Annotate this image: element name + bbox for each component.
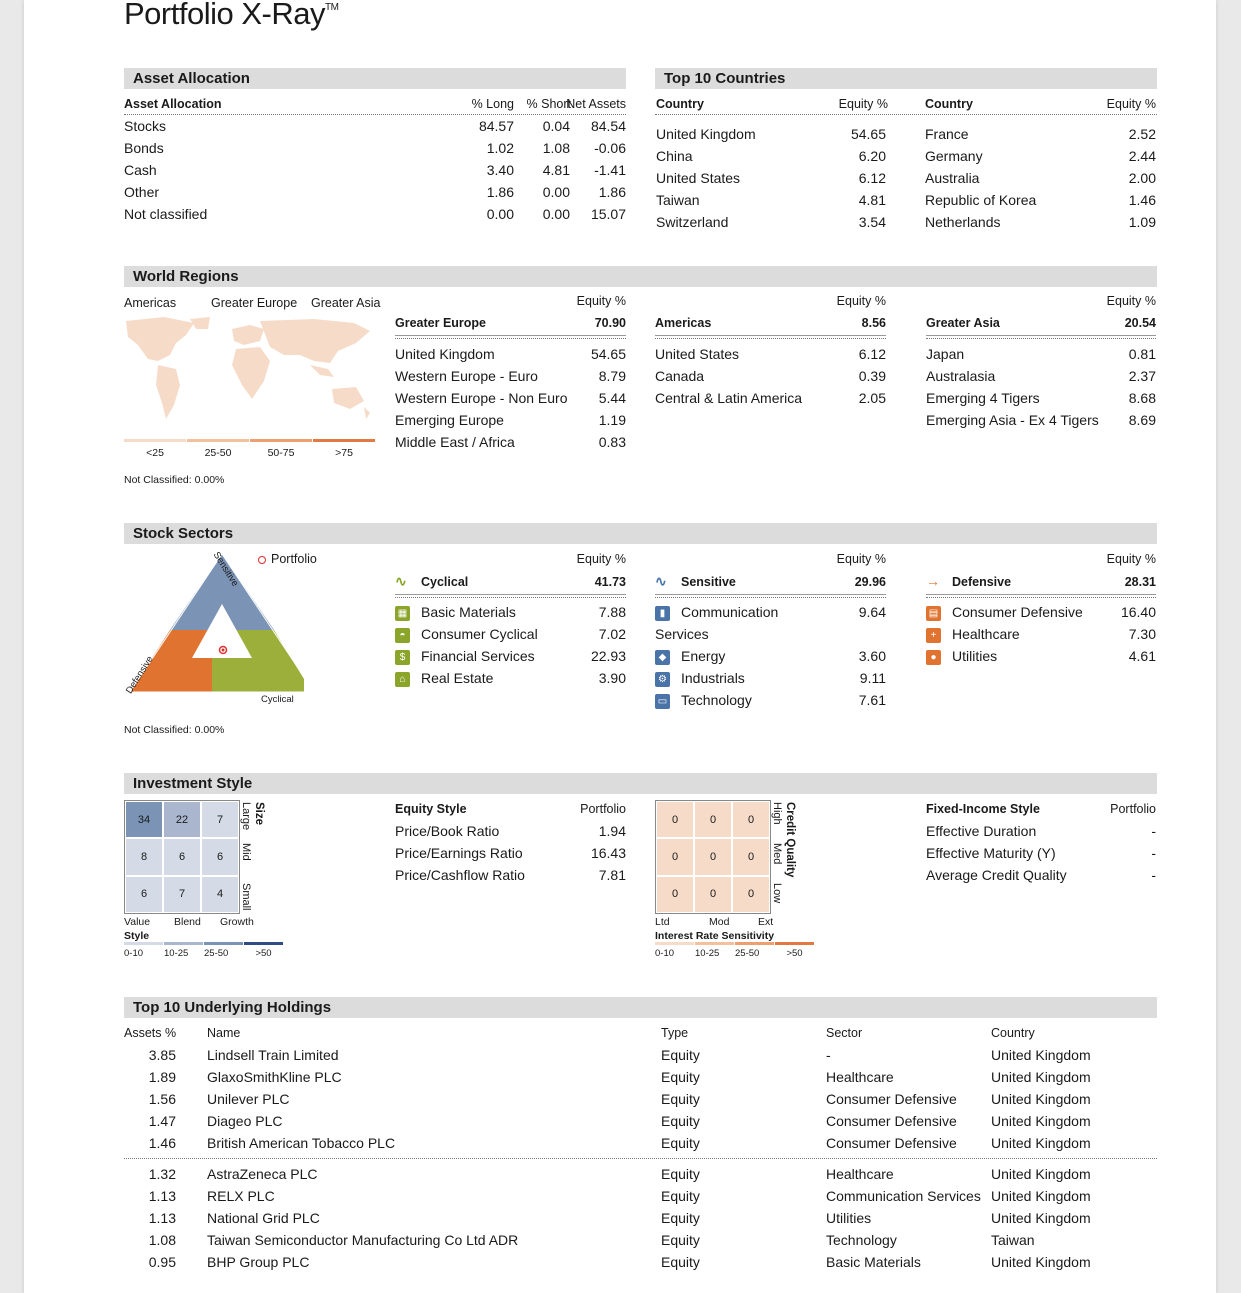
sector-name: Consumer Cyclical: [421, 626, 538, 642]
holding-assets: 0.95: [148, 1254, 176, 1270]
holding-name: National Grid PLC: [207, 1210, 320, 1226]
equity-col-label: Equity %: [1106, 294, 1156, 308]
region-name: Emerging 4 Tigers: [926, 390, 1040, 406]
holding-country: United Kingdom: [991, 1113, 1091, 1129]
sector-value: 7.30: [1128, 626, 1156, 642]
holding-sector: Healthcare: [826, 1166, 894, 1182]
holding-country: United Kingdom: [991, 1188, 1091, 1204]
industrials-icon: ⚙: [655, 672, 670, 687]
map-label-asia: Greater Asia: [311, 296, 381, 310]
legend-swatch: [775, 942, 814, 945]
holding-country: United Kingdom: [991, 1091, 1091, 1107]
holding-type: Equity: [661, 1091, 700, 1107]
investment-style-header: Investment Style: [124, 773, 1157, 794]
region-name: United Kingdom: [395, 346, 495, 362]
asset-allocation-col-label: Asset Allocation: [124, 97, 222, 111]
sector-name: Energy: [681, 648, 726, 664]
sector-name: Communication: [681, 604, 779, 620]
legend-label: 10-25: [164, 948, 189, 959]
sector-triangle: [124, 548, 304, 708]
region-group-name: Greater Europe: [395, 316, 487, 330]
long-value: 84.57: [478, 118, 514, 134]
sensitivity-axis-label: Interest Rate Sensitivity: [655, 930, 775, 942]
style-box-cell: 0: [732, 876, 770, 913]
country-equity: 1.09: [1128, 214, 1156, 230]
legend-swatch: [695, 942, 734, 945]
style-metric-value: -: [1151, 867, 1156, 883]
asset-allocation-header: Asset Allocation: [124, 68, 626, 89]
legend-swatch: [735, 942, 774, 945]
style-metric-name: Price/Book Ratio: [395, 823, 500, 839]
net-value: 84.54: [590, 118, 626, 134]
region-value: 1.19: [598, 412, 626, 428]
world-map-landmass: [126, 317, 370, 419]
equity-col-label: Equity %: [1106, 552, 1156, 566]
col-country: Country: [991, 1026, 1035, 1040]
holding-name: AstraZeneca PLC: [207, 1166, 318, 1182]
holding-country: United Kingdom: [991, 1166, 1091, 1182]
regions-not-classified: Not Classified: 0.00%: [124, 474, 225, 486]
divider: [655, 114, 1157, 115]
region-name: United States: [655, 346, 740, 362]
region-value: 2.05: [858, 390, 886, 406]
long-value: 0.00: [486, 206, 514, 222]
legend-label: <25: [146, 447, 164, 459]
sector-value: 3.60: [858, 648, 886, 664]
sector-group-name: Defensive: [952, 575, 1012, 589]
holding-type: Equity: [661, 1166, 700, 1182]
short-value: 0.00: [542, 206, 570, 222]
quality-high: High: [771, 802, 783, 825]
country-equity: 1.46: [1128, 192, 1156, 208]
style-box-cell: 7: [201, 801, 239, 838]
holding-sector: Consumer Defensive: [826, 1113, 957, 1129]
holding-assets: 1.32: [148, 1166, 176, 1182]
equity-style-col: Portfolio: [580, 802, 626, 816]
holding-country: United Kingdom: [991, 1069, 1091, 1085]
country-name: United States: [656, 170, 741, 186]
sector-value: 22.93: [590, 648, 626, 664]
sector-value: 7.61: [858, 692, 886, 708]
holding-type: Equity: [661, 1210, 700, 1226]
credit-quality-label: Credit Quality: [784, 802, 796, 878]
style-box-cell: 6: [125, 876, 163, 913]
sector-group-total: 28.31: [1124, 575, 1156, 589]
country-equity: 4.81: [858, 192, 886, 208]
col-short: % Short: [526, 97, 571, 111]
long-value: 3.40: [486, 162, 514, 178]
style-metric-value: 16.43: [590, 845, 626, 861]
holding-assets: 1.08: [148, 1232, 176, 1248]
col-assets: Assets %: [124, 1026, 177, 1040]
region-value: 6.12: [858, 346, 886, 362]
country-col-right: Country: [925, 97, 973, 111]
divider: [926, 335, 1156, 336]
healthcare-icon: +: [926, 628, 941, 643]
country-name: Netherlands: [925, 214, 1001, 230]
region-value: 2.37: [1128, 368, 1156, 384]
top-countries-header: Top 10 Countries: [655, 68, 1157, 89]
holding-country: Taiwan: [991, 1232, 1035, 1248]
holding-sector: Consumer Defensive: [826, 1135, 957, 1151]
short-value: 4.81: [542, 162, 570, 178]
asset-class-label: Not classified: [124, 206, 208, 222]
holding-sector: Communication Services: [826, 1188, 981, 1204]
style-box-cell: 0: [694, 876, 732, 913]
country-col-left: Country: [656, 97, 704, 111]
country-equity: 2.00: [1128, 170, 1156, 186]
holding-assets: 1.47: [148, 1113, 176, 1129]
trademark-mark: TM: [324, 2, 339, 13]
region-group-name: Greater Asia: [926, 316, 1000, 330]
communication-icon: ▮: [655, 606, 670, 621]
size-mid: Mid: [240, 843, 252, 861]
asset-class-label: Other: [124, 184, 160, 200]
holding-sector: Utilities: [826, 1210, 872, 1226]
cyclical-icon: ∿: [395, 573, 407, 589]
holding-sector: Technology: [826, 1232, 897, 1248]
divider: [655, 594, 886, 595]
legend-swatch: [204, 942, 243, 945]
page-title: Portfolio X-Ray™: [124, 0, 339, 31]
country-name: China: [656, 148, 693, 164]
divider: [395, 597, 626, 598]
long-value: 1.02: [486, 140, 514, 156]
sector-value: 7.88: [598, 604, 626, 620]
legend-swatch: [124, 942, 163, 945]
triangle-label-cyclical: Cyclical: [261, 694, 294, 705]
world-regions-header: World Regions: [124, 266, 1157, 287]
sector-name: Industrials: [681, 670, 745, 686]
holding-sector: Basic Materials: [826, 1254, 921, 1270]
style-box-cell: 0: [694, 838, 732, 875]
net-value: 1.86: [598, 184, 626, 200]
sector-group-name: Sensitive: [681, 575, 736, 589]
col-type: Type: [661, 1026, 689, 1040]
sensitive-icon: ∿: [655, 573, 667, 589]
holding-type: Equity: [661, 1047, 700, 1063]
style-box-cell: 22: [163, 801, 201, 838]
holding-sector: Healthcare: [826, 1069, 894, 1085]
holding-type: Equity: [661, 1188, 700, 1204]
legend-label: 25-50: [735, 948, 760, 959]
divider: [395, 338, 626, 339]
divider: [926, 597, 1156, 598]
style-box-cell: 0: [732, 838, 770, 875]
holding-country: United Kingdom: [991, 1254, 1091, 1270]
region-name: Canada: [655, 368, 705, 384]
divider: [926, 338, 1156, 339]
equity-col-label: Equity %: [836, 294, 886, 308]
asset-class-label: Cash: [124, 162, 157, 178]
region-value: 0.39: [858, 368, 886, 384]
net-value: -1.41: [594, 162, 626, 178]
sector-name: Utilities: [952, 648, 998, 664]
region-value: 0.81: [1128, 346, 1156, 362]
style-metric-name: Effective Maturity (Y): [926, 845, 1056, 861]
legend-swatch: [250, 439, 312, 442]
region-name: Emerging Asia - Ex 4 Tigers: [926, 412, 1099, 428]
sector-value: 7.02: [598, 626, 626, 642]
size-large: Large: [240, 802, 252, 831]
utilities-icon: ●: [926, 650, 941, 665]
sector-name: Consumer Defensive: [952, 604, 1083, 620]
col-name: Name: [207, 1026, 241, 1040]
style-metric-name: Average Credit Quality: [926, 867, 1067, 883]
country-name: Switzerland: [656, 214, 729, 230]
legend-swatch: [187, 439, 249, 442]
style-box-cell: 4: [201, 876, 239, 913]
fixed-style-col: Portfolio: [1110, 802, 1156, 816]
holding-name: Diageo PLC: [207, 1113, 283, 1129]
legend-swatch: [164, 942, 203, 945]
region-value: 0.83: [598, 434, 626, 450]
holding-name: GlaxoSmithKline PLC: [207, 1069, 342, 1085]
holding-type: Equity: [661, 1113, 700, 1129]
short-value: 1.08: [542, 140, 570, 156]
holding-assets: 1.89: [148, 1069, 176, 1085]
style-metric-value: -: [1151, 845, 1156, 861]
style-box-cell: 0: [656, 838, 694, 875]
sector-name: Basic Materials: [421, 604, 516, 620]
style-box-cell: 0: [694, 801, 732, 838]
style-box-cell: 8: [125, 838, 163, 875]
sector-value: 4.61: [1128, 648, 1156, 664]
col-long: % Long: [471, 97, 514, 111]
holding-type: Equity: [661, 1232, 700, 1248]
style-metric-value: 1.94: [598, 823, 626, 839]
divider: [655, 335, 886, 336]
size-axis-label: Size: [253, 802, 265, 826]
triangle-label-sensitive: Sensitive: [210, 550, 241, 589]
legend-swatch: [655, 942, 694, 945]
country-name: Republic of Korea: [925, 192, 1037, 208]
equity-col-label: Equity %: [576, 294, 626, 308]
holding-name: British American Tobacco PLC: [207, 1135, 396, 1151]
style-box-cell: 6: [201, 838, 239, 875]
holding-country: United Kingdom: [991, 1047, 1091, 1063]
sector-value: 9.11: [859, 670, 886, 686]
equity-col-right: Equity %: [1106, 97, 1156, 111]
country-equity: 6.12: [858, 170, 886, 186]
divider: [926, 594, 1156, 595]
region-name: Western Europe - Euro: [395, 368, 538, 384]
style-value: Value: [124, 916, 151, 928]
size-small: Small: [240, 883, 252, 911]
map-label-europe: Greater Europe: [211, 296, 298, 310]
portfolio-marker-dot: [222, 649, 225, 652]
divider: [124, 114, 626, 115]
holding-type: Equity: [661, 1135, 700, 1151]
style-box-cell: 34: [125, 801, 163, 838]
basic-materials-icon: ▦: [395, 606, 410, 621]
short-value: 0.00: [542, 184, 570, 200]
sector-group-total: 41.73: [594, 575, 626, 589]
triangle-legend: Portfolio: [258, 552, 317, 566]
sector-group-name: Cyclical: [421, 575, 469, 589]
legend-label: 0-10: [124, 948, 144, 959]
long-value: 1.86: [486, 184, 514, 200]
style-box-cell: 0: [656, 801, 694, 838]
sector-name-continued: Services: [655, 626, 709, 642]
sector-value: 9.64: [858, 604, 886, 620]
region-value: 54.65: [590, 346, 626, 362]
divider: [124, 1158, 1157, 1159]
legend-label: >75: [335, 447, 353, 459]
style-metric-name: Price/Cashflow Ratio: [395, 867, 525, 883]
region-group-total: 70.90: [594, 316, 626, 330]
triangle-label-defensive: Defensive: [124, 654, 156, 696]
region-name: Middle East / Africa: [395, 434, 515, 450]
legend-swatch: [124, 439, 186, 442]
col-sector: Sector: [826, 1026, 863, 1040]
country-name: Australia: [925, 170, 980, 186]
consumer-cyclical-icon: ◓: [395, 628, 410, 643]
region-name: Japan: [926, 346, 965, 362]
country-equity: 6.20: [858, 148, 886, 164]
quality-med: Med: [771, 843, 783, 865]
holding-name: Lindsell Train Limited: [207, 1047, 339, 1063]
defensive-icon: →: [926, 573, 940, 589]
country-name: United Kingdom: [656, 126, 756, 142]
legend-label: 10-25: [695, 948, 720, 959]
country-equity: 2.52: [1128, 126, 1156, 142]
divider: [655, 338, 886, 339]
fixed-style-title: Fixed-Income Style: [926, 802, 1040, 816]
holding-sector: Consumer Defensive: [826, 1091, 957, 1107]
sector-name: Healthcare: [952, 626, 1020, 642]
equity-col-label: Equity %: [836, 552, 886, 566]
style-box-cell: 0: [656, 876, 694, 913]
legend-label: 50-75: [267, 447, 295, 459]
real-estate-icon: ⌂: [395, 672, 410, 687]
net-value: 15.07: [590, 206, 626, 222]
style-box-cell: 7: [163, 876, 201, 913]
legend-swatch: [244, 942, 283, 945]
holding-assets: 1.46: [148, 1135, 176, 1151]
equity-col-left: Equity %: [838, 97, 888, 111]
style-box-cell: 0: [732, 801, 770, 838]
holding-country: United Kingdom: [991, 1135, 1091, 1151]
style-metric-value: -: [1151, 823, 1156, 839]
holding-name: RELX PLC: [207, 1188, 275, 1204]
region-name: Emerging Europe: [395, 412, 504, 428]
col-net: Net Assets: [566, 97, 626, 111]
region-group-total: 20.54: [1124, 316, 1156, 330]
sector-value: 16.40: [1120, 604, 1156, 620]
style-metric-value: 7.81: [598, 867, 626, 883]
region-name: Western Europe - Non Euro: [395, 390, 568, 406]
holding-type: Equity: [661, 1069, 700, 1085]
region-group-name: Americas: [655, 316, 712, 330]
sector-name: Financial Services: [421, 648, 535, 664]
region-value: 8.68: [1128, 390, 1156, 406]
holding-assets: 1.56: [148, 1091, 176, 1107]
legend-label: 0-10: [655, 948, 675, 959]
holding-country: United Kingdom: [991, 1210, 1091, 1226]
financial-services-icon: $: [395, 650, 410, 665]
sensitivity-mod: Mod: [709, 916, 730, 928]
divider: [395, 335, 626, 336]
holding-assets: 3.85: [148, 1047, 176, 1063]
equity-style-title: Equity Style: [395, 802, 467, 816]
consumer-defensive-icon: ▤: [926, 606, 941, 621]
holding-assets: 1.13: [148, 1188, 176, 1204]
map-label-americas: Americas: [124, 296, 177, 310]
legend-label: 25-50: [204, 948, 229, 959]
country-equity: 2.44: [1128, 148, 1156, 164]
holdings-header: Top 10 Underlying Holdings: [124, 997, 1157, 1018]
divider: [395, 594, 626, 595]
holding-type: Equity: [661, 1254, 700, 1270]
region-name: Australasia: [926, 368, 996, 384]
country-equity: 54.65: [850, 126, 886, 142]
sensitivity-ltd: Ltd: [655, 916, 670, 928]
style-growth: Growth: [220, 916, 254, 928]
region-value: 5.44: [598, 390, 626, 406]
holding-sector: -: [826, 1047, 831, 1063]
country-name: Germany: [925, 148, 983, 164]
legend-swatch: [313, 439, 375, 442]
stock-sectors-header: Stock Sectors: [124, 523, 1157, 544]
style-metric-name: Effective Duration: [926, 823, 1037, 839]
holding-assets: 1.13: [148, 1210, 176, 1226]
equity-style-box: [124, 800, 240, 914]
holding-name: Unilever PLC: [207, 1091, 290, 1107]
sector-value: 3.90: [598, 670, 626, 686]
short-value: 0.04: [542, 118, 570, 134]
holding-name: BHP Group PLC: [207, 1254, 310, 1270]
legend-label: 25-50: [204, 447, 232, 459]
region-group-total: 8.56: [861, 316, 886, 330]
sector-name: Technology: [681, 692, 752, 708]
world-map: [124, 315, 376, 433]
sectors-not-classified: Not Classified: 0.00%: [124, 724, 225, 736]
quality-low: Low: [771, 883, 783, 904]
equity-col-label: Equity %: [576, 552, 626, 566]
asset-class-label: Bonds: [124, 140, 164, 156]
country-name: Taiwan: [656, 192, 700, 208]
legend-label: >50: [255, 948, 272, 959]
country-equity: 3.54: [858, 214, 886, 230]
style-blend: Blend: [174, 916, 201, 928]
divider: [655, 597, 886, 598]
sensitivity-ext: Ext: [758, 916, 774, 928]
region-value: 8.79: [598, 368, 626, 384]
region-value: 8.69: [1128, 412, 1156, 428]
style-box-cell: 6: [163, 838, 201, 875]
report-page: [24, 0, 1216, 1293]
sector-group-total: 29.96: [854, 575, 886, 589]
region-name: Central & Latin America: [655, 390, 803, 406]
energy-icon: ◆: [655, 650, 670, 665]
sector-name: Real Estate: [421, 670, 494, 686]
style-metric-name: Price/Earnings Ratio: [395, 845, 523, 861]
portfolio-legend-icon: [258, 556, 266, 564]
country-name: France: [925, 126, 969, 142]
net-value: -0.06: [594, 140, 626, 156]
legend-label: >50: [786, 948, 803, 959]
technology-icon: ▭: [655, 694, 670, 709]
style-axis-label: Style: [124, 930, 150, 942]
fixed-income-style-box: [655, 800, 771, 914]
holding-name: Taiwan Semiconductor Manufacturing Co Ltd ADR: [207, 1232, 519, 1248]
asset-class-label: Stocks: [124, 118, 167, 134]
